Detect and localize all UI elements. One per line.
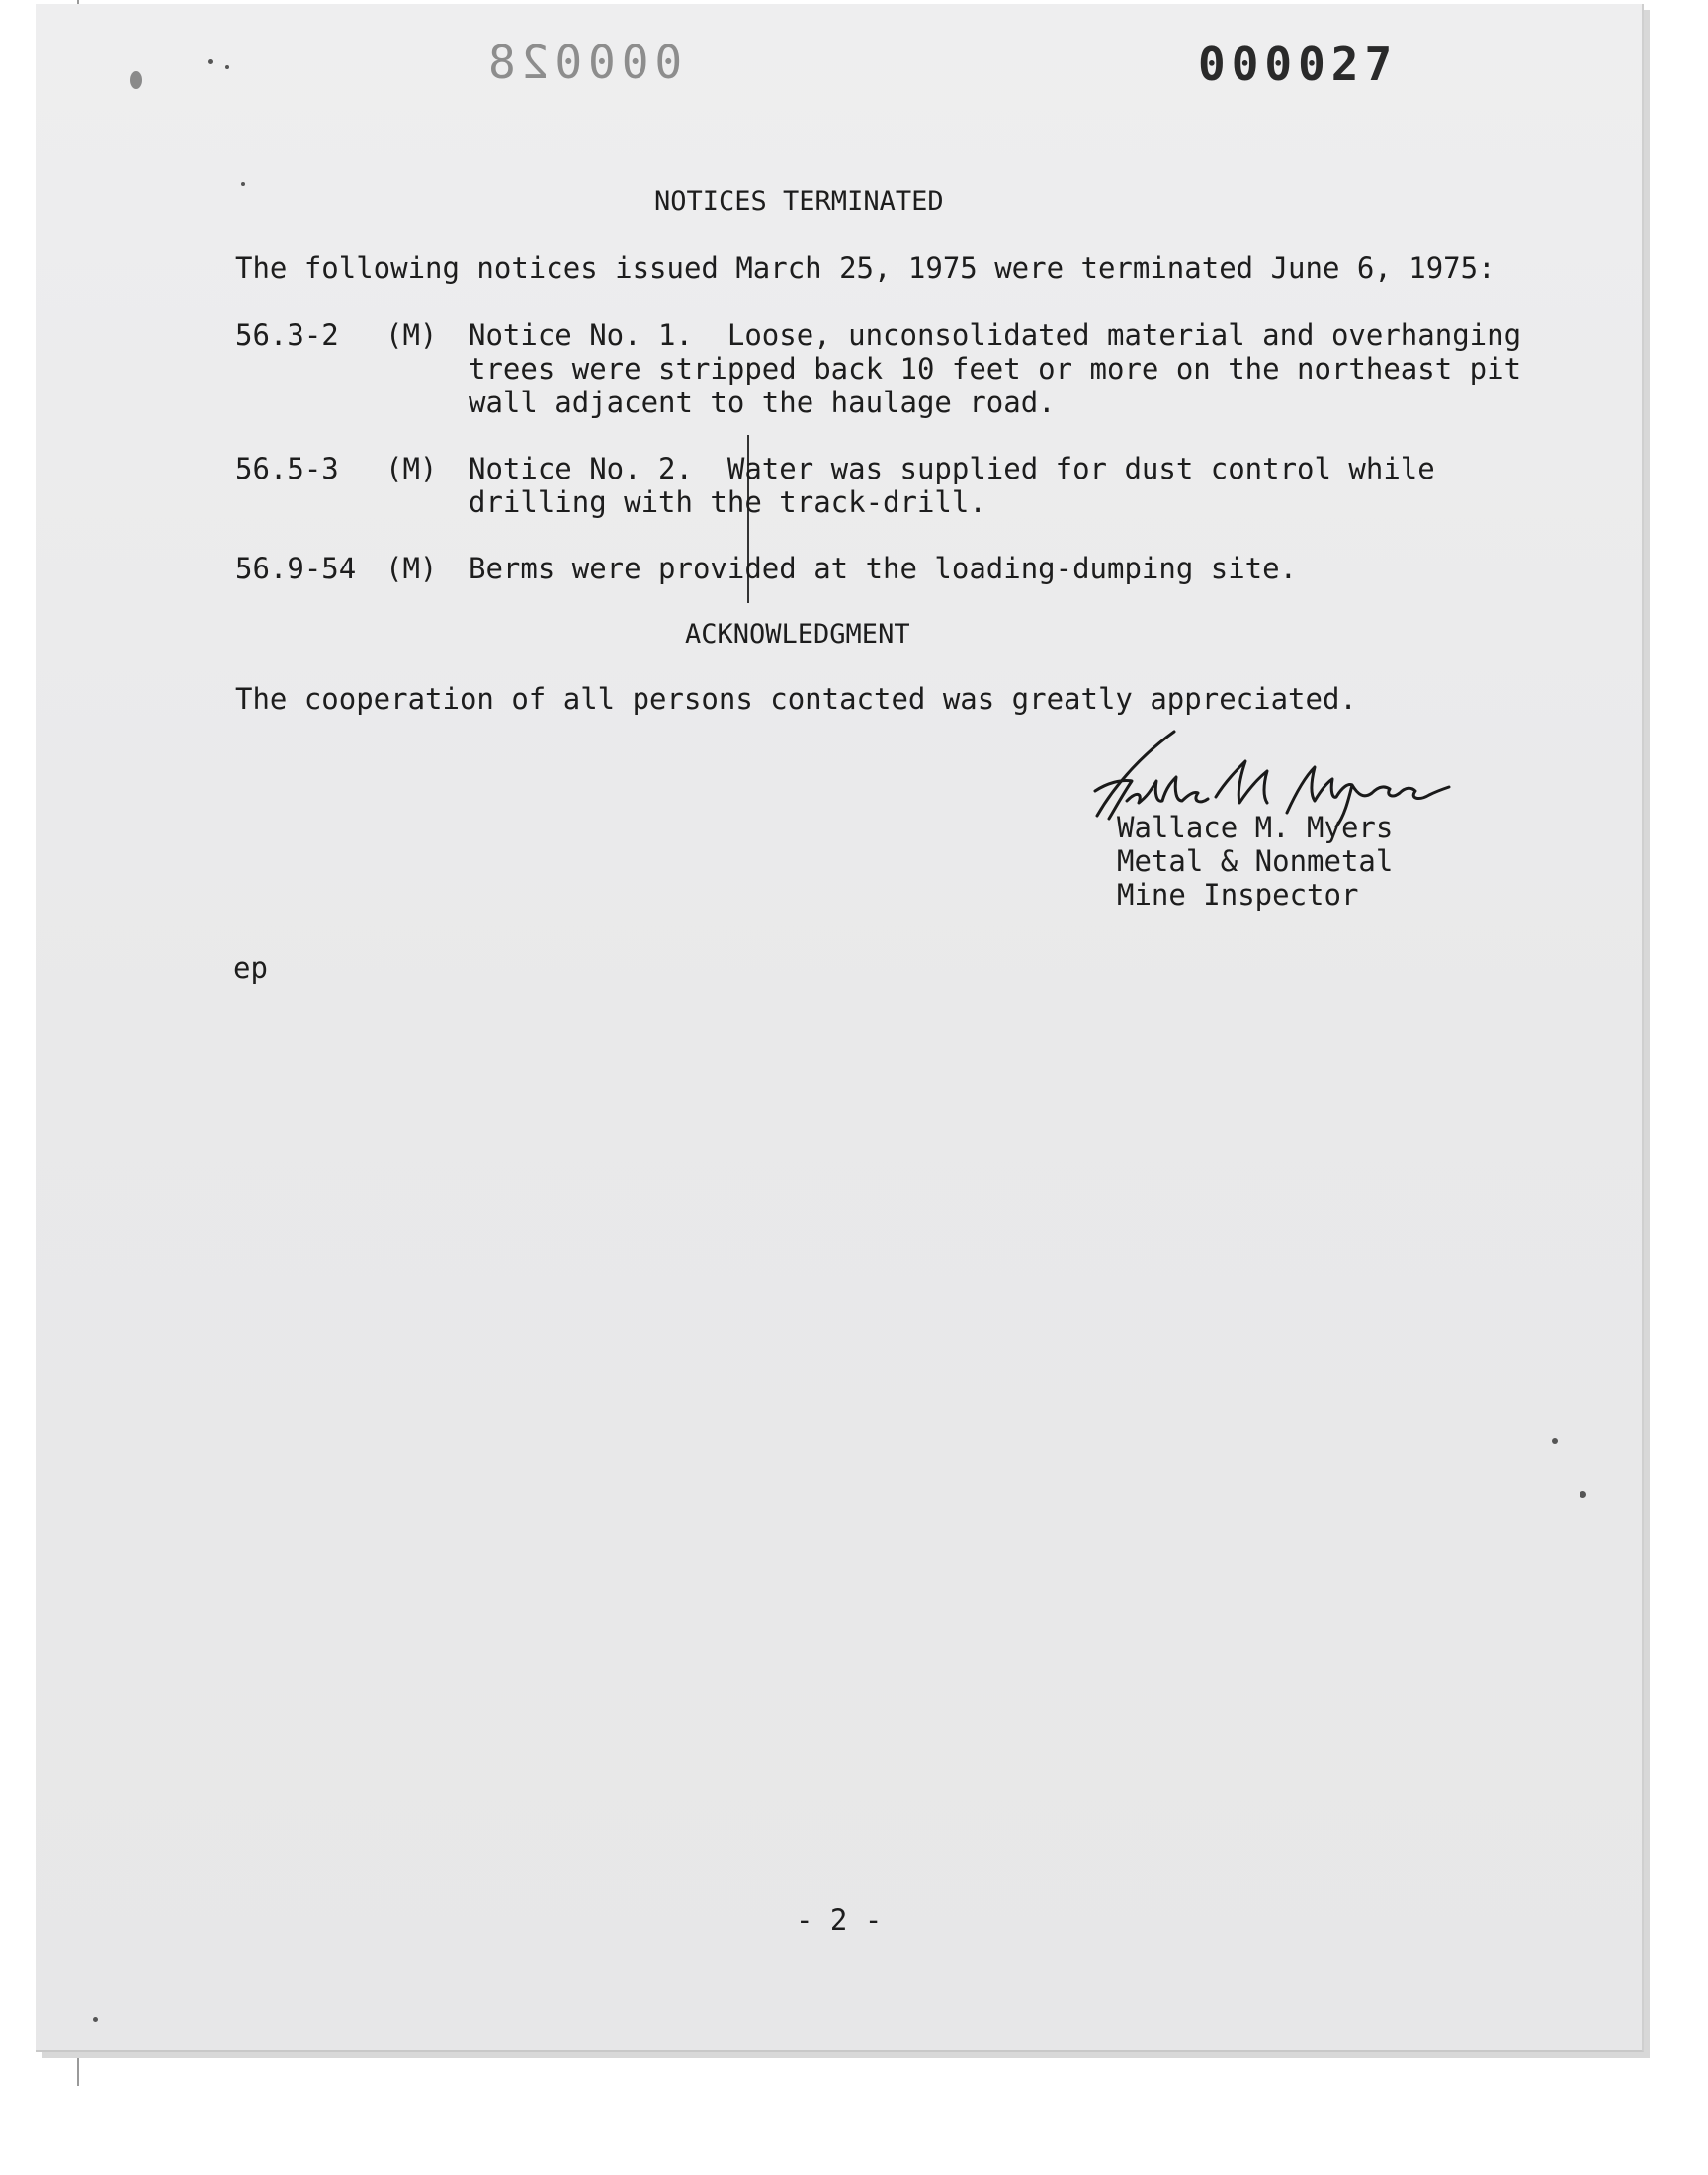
scan-speck (93, 2017, 98, 2022)
notice-line: wall adjacent to the haulage road. (469, 386, 1056, 419)
document-page (36, 4, 1644, 2052)
notice-line: Notice No. 1. Loose, unconsolidated material and overhanging (469, 318, 1522, 352)
bleed-through-stamp: 000028 (482, 36, 683, 89)
signature-block (1117, 811, 1393, 912)
signer-title-line: Metal & Nonmetal (1117, 844, 1394, 878)
signer-name: Wallace M. Myers (1117, 811, 1394, 844)
notices-intro: The following notices issued March 25, 1975 were terminated June 6, 1975: (235, 251, 1495, 285)
scan-speck (1580, 1491, 1586, 1498)
notice-line: drilling with the track-drill. (469, 485, 986, 519)
notice-category: (M) (385, 452, 438, 485)
notice-description (469, 452, 1516, 519)
notice-code: 56.3-2 (235, 318, 339, 352)
notice-category: (M) (385, 552, 438, 585)
scan-speck (241, 182, 245, 186)
notices-heading: NOTICES TERMINATED (654, 186, 944, 217)
notice-description (469, 318, 1522, 419)
signer-title-line: Mine Inspector (1117, 878, 1359, 912)
notice-line: Berms were provided at the loading-dumping site. (469, 552, 1298, 585)
notice-code: 56.5-3 (235, 452, 339, 485)
notice-category: (M) (385, 318, 438, 352)
notice-description (469, 552, 1516, 585)
typist-initials: ep (233, 951, 268, 985)
scan-speck (130, 71, 142, 89)
scan-speck (225, 65, 229, 69)
notice-code: 56.9-54 (235, 552, 357, 585)
document-number-stamp: 000027 (1198, 38, 1399, 91)
notice-line: Notice No. 2. Water was supplied for dust control while (469, 452, 1435, 485)
acknowledgment-text: The cooperation of all persons contacted was greatly appreciated. (235, 682, 1357, 716)
acknowledgment-heading: ACKNOWLEDGMENT (685, 619, 910, 650)
page-number: - 2 - (796, 1903, 883, 1937)
notice-line: trees were stripped back 10 feet or more on the northeast pit (469, 352, 1522, 386)
scan-speck (1552, 1438, 1558, 1444)
scan-speck (208, 59, 213, 64)
